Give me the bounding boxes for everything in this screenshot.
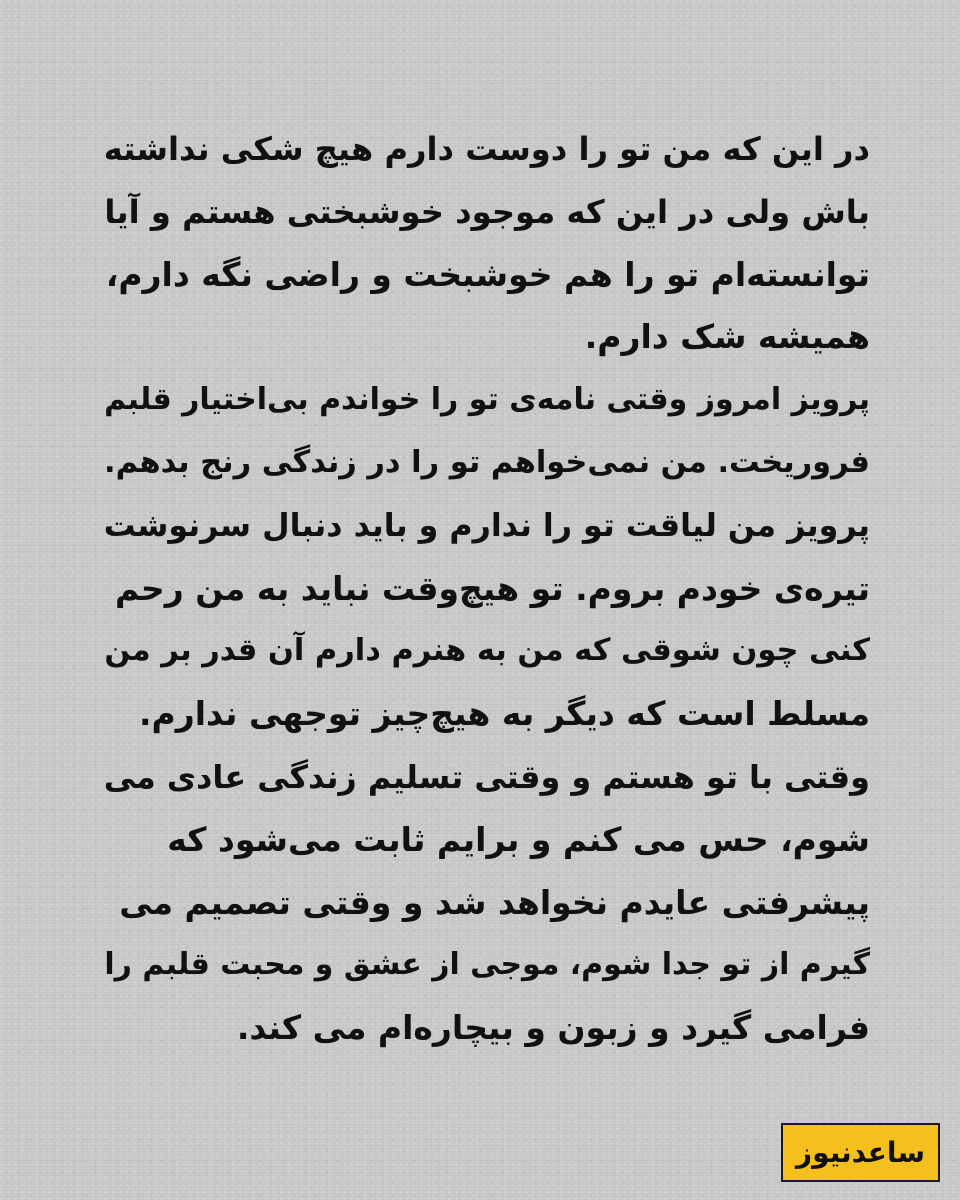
letter-line: تیره‌ی خودم بروم. تو هیچ‌وقت نباید به من رحم bbox=[115, 568, 870, 608]
letter-line: فرامی گیرد و زبون و بیچاره‌ام می کند. bbox=[236, 1008, 870, 1048]
letter-line: مسلط است که دیگر به هیچ‌چیز توجهی ندارم. bbox=[138, 694, 870, 734]
brand-label: ساعدنیوز bbox=[796, 1136, 925, 1169]
letter-line: در این که من تو را دوست دارم هیچ شکی نداشته bbox=[103, 130, 870, 168]
letter-line: شوم، حس می کنم و برایم ثابت می‌شود که bbox=[167, 819, 870, 859]
letter-line: کنی چون شوقی که من به هنرم دارم آن قدر بر من bbox=[104, 633, 870, 669]
letter-line: فروریخت. من نمی‌خواهم تو را در زندگی رنج بدهم. bbox=[104, 444, 870, 480]
letter-line: وقتی با تو هستم و وقتی تسلیم زندگی عادی می bbox=[103, 757, 870, 796]
brand-logo bbox=[781, 1123, 940, 1182]
letter-line: گیرم از تو جدا شوم، موجی از عشق و محبت قلبم را bbox=[104, 947, 870, 983]
letter-line: توانسته‌ام تو را هم خوشبخت و راضی نگه دارم، bbox=[105, 254, 870, 294]
letter-line: باش ولی در این که موجود خوشبختی هستم و آیا bbox=[104, 192, 870, 231]
letter-line: پرویز امروز وقتی نامه‌ی تو را خواندم بی‌اختیار قلبم bbox=[104, 382, 870, 418]
letter-line: پرویز من لیاقت تو را ندارم و باید دنبال سرنوشت bbox=[103, 507, 870, 544]
letter-line: همیشه شک دارم. bbox=[584, 317, 870, 357]
letter-line: پیشرفتی عایدم نخواهد شد و وقتی تصمیم می bbox=[119, 882, 870, 922]
letter-text bbox=[88, 118, 870, 1060]
